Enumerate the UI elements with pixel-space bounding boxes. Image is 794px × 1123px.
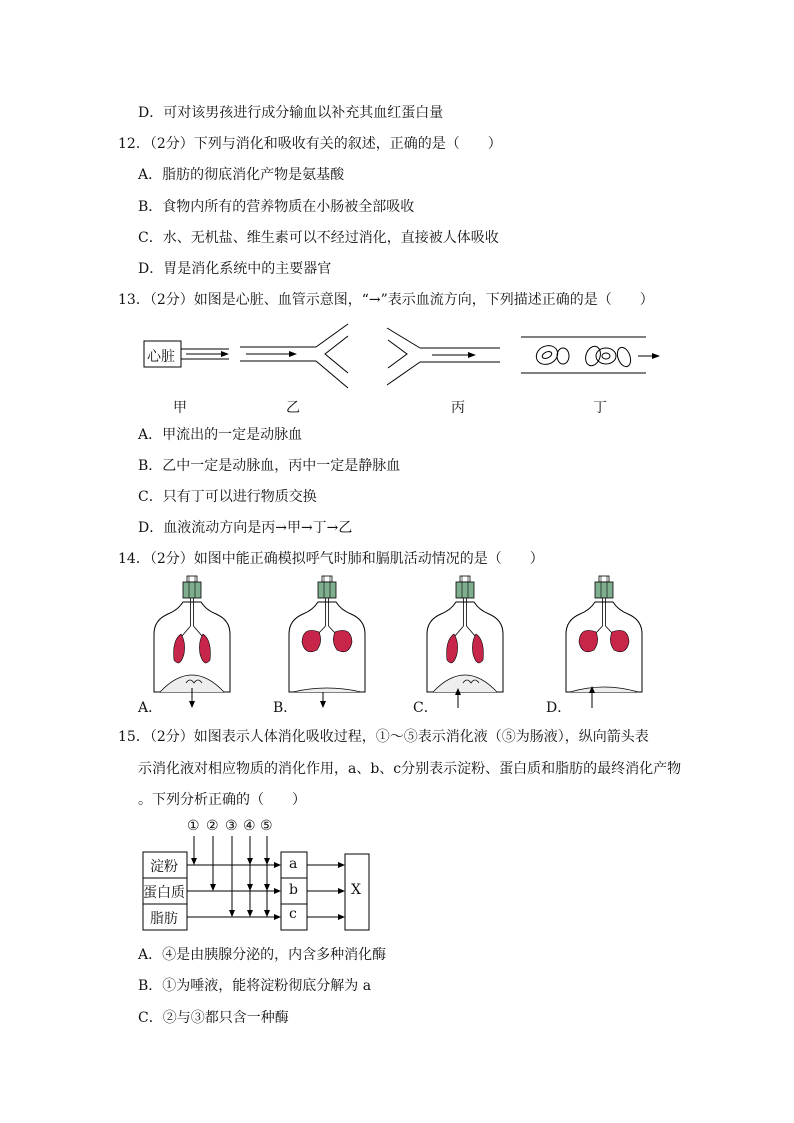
label-jia: 甲 xyxy=(173,400,187,416)
label-num-1: ① xyxy=(187,818,200,834)
q12-option-b: B．食物内所有的营养物质在小肠被全部吸收 xyxy=(138,199,415,215)
q14-stem: 14．（2分）如图中能正确模拟呼气时肺和膈肌活动情况的是（ ） xyxy=(118,551,544,567)
label-bing: 丙 xyxy=(451,400,465,416)
q13-option-a: A．甲流出的一定是动脉血 xyxy=(138,427,303,443)
label-num-4: ④ xyxy=(243,818,256,834)
q14-label-b: B． xyxy=(273,700,298,716)
label-b: b xyxy=(289,882,298,898)
q14-label-a: A． xyxy=(138,700,163,716)
q15-option-a: A．④是由胰腺分泌的，内含多种消化酶 xyxy=(138,947,387,963)
label-a: a xyxy=(289,856,298,872)
q13-option-b: B．乙中一定是动脉血，丙中一定是静脉血 xyxy=(138,458,401,474)
q13-option-c: C．只有丁可以进行物质交换 xyxy=(138,489,317,505)
q12-option-c: C．水、无机盐、维生素可以不经过消化，直接被人体吸收 xyxy=(138,230,499,246)
q12-stem: 12．（2分）下列与消化和吸收有关的叙述，正确的是（ ） xyxy=(118,136,502,152)
heart-label: 心脏 xyxy=(147,349,175,365)
q11-option-d: D．可对该男孩进行成分输血以补充其血红蛋白量 xyxy=(138,105,444,121)
label-protein: 蛋白质 xyxy=(143,885,185,901)
label-ding: 丁 xyxy=(593,400,607,416)
label-num-2: ② xyxy=(206,818,219,834)
q14-label-d: D． xyxy=(546,700,572,716)
label-fat: 脂肪 xyxy=(150,911,178,927)
q15-stem-line2: 示消化液对相应物质的消化作用，a、b、c分别表示淀粉、蛋白质和脂肪的最终消化产物 xyxy=(138,761,682,777)
q15-stem-line1: 15．（2分）如图表示人体消化吸收过程，①～⑤表示消化液（⑤为肠液），纵向箭头表 xyxy=(118,729,649,745)
label-num-3: ③ xyxy=(225,818,238,834)
label-c: c xyxy=(289,906,297,922)
label-starch: 淀粉 xyxy=(150,859,178,875)
label-x: X xyxy=(351,882,361,898)
q12-option-a: A．脂肪的彻底消化产物是氨基酸 xyxy=(138,167,345,183)
q12-option-d: D．胃是消化系统中的主要器官 xyxy=(138,261,332,277)
q13-option-d: D．血液流动方向是丙→甲→丁→乙 xyxy=(138,520,353,536)
label-yi: 乙 xyxy=(286,400,300,416)
q15-option-c: C．②与③都只含一种酶 xyxy=(138,1010,289,1026)
q13-stem: 13．（2分）如图是心脏、血管示意图，“→”表示血流方向，下列描述正确的是（ ） xyxy=(118,292,654,308)
label-num-5: ⑤ xyxy=(260,818,273,834)
q15-option-b: B．①为唾液，能将淀粉彻底分解为 a xyxy=(138,978,372,994)
q14-label-c: C． xyxy=(413,700,438,716)
q15-stem-line3: 。下列分析正确的（ ） xyxy=(138,792,306,808)
